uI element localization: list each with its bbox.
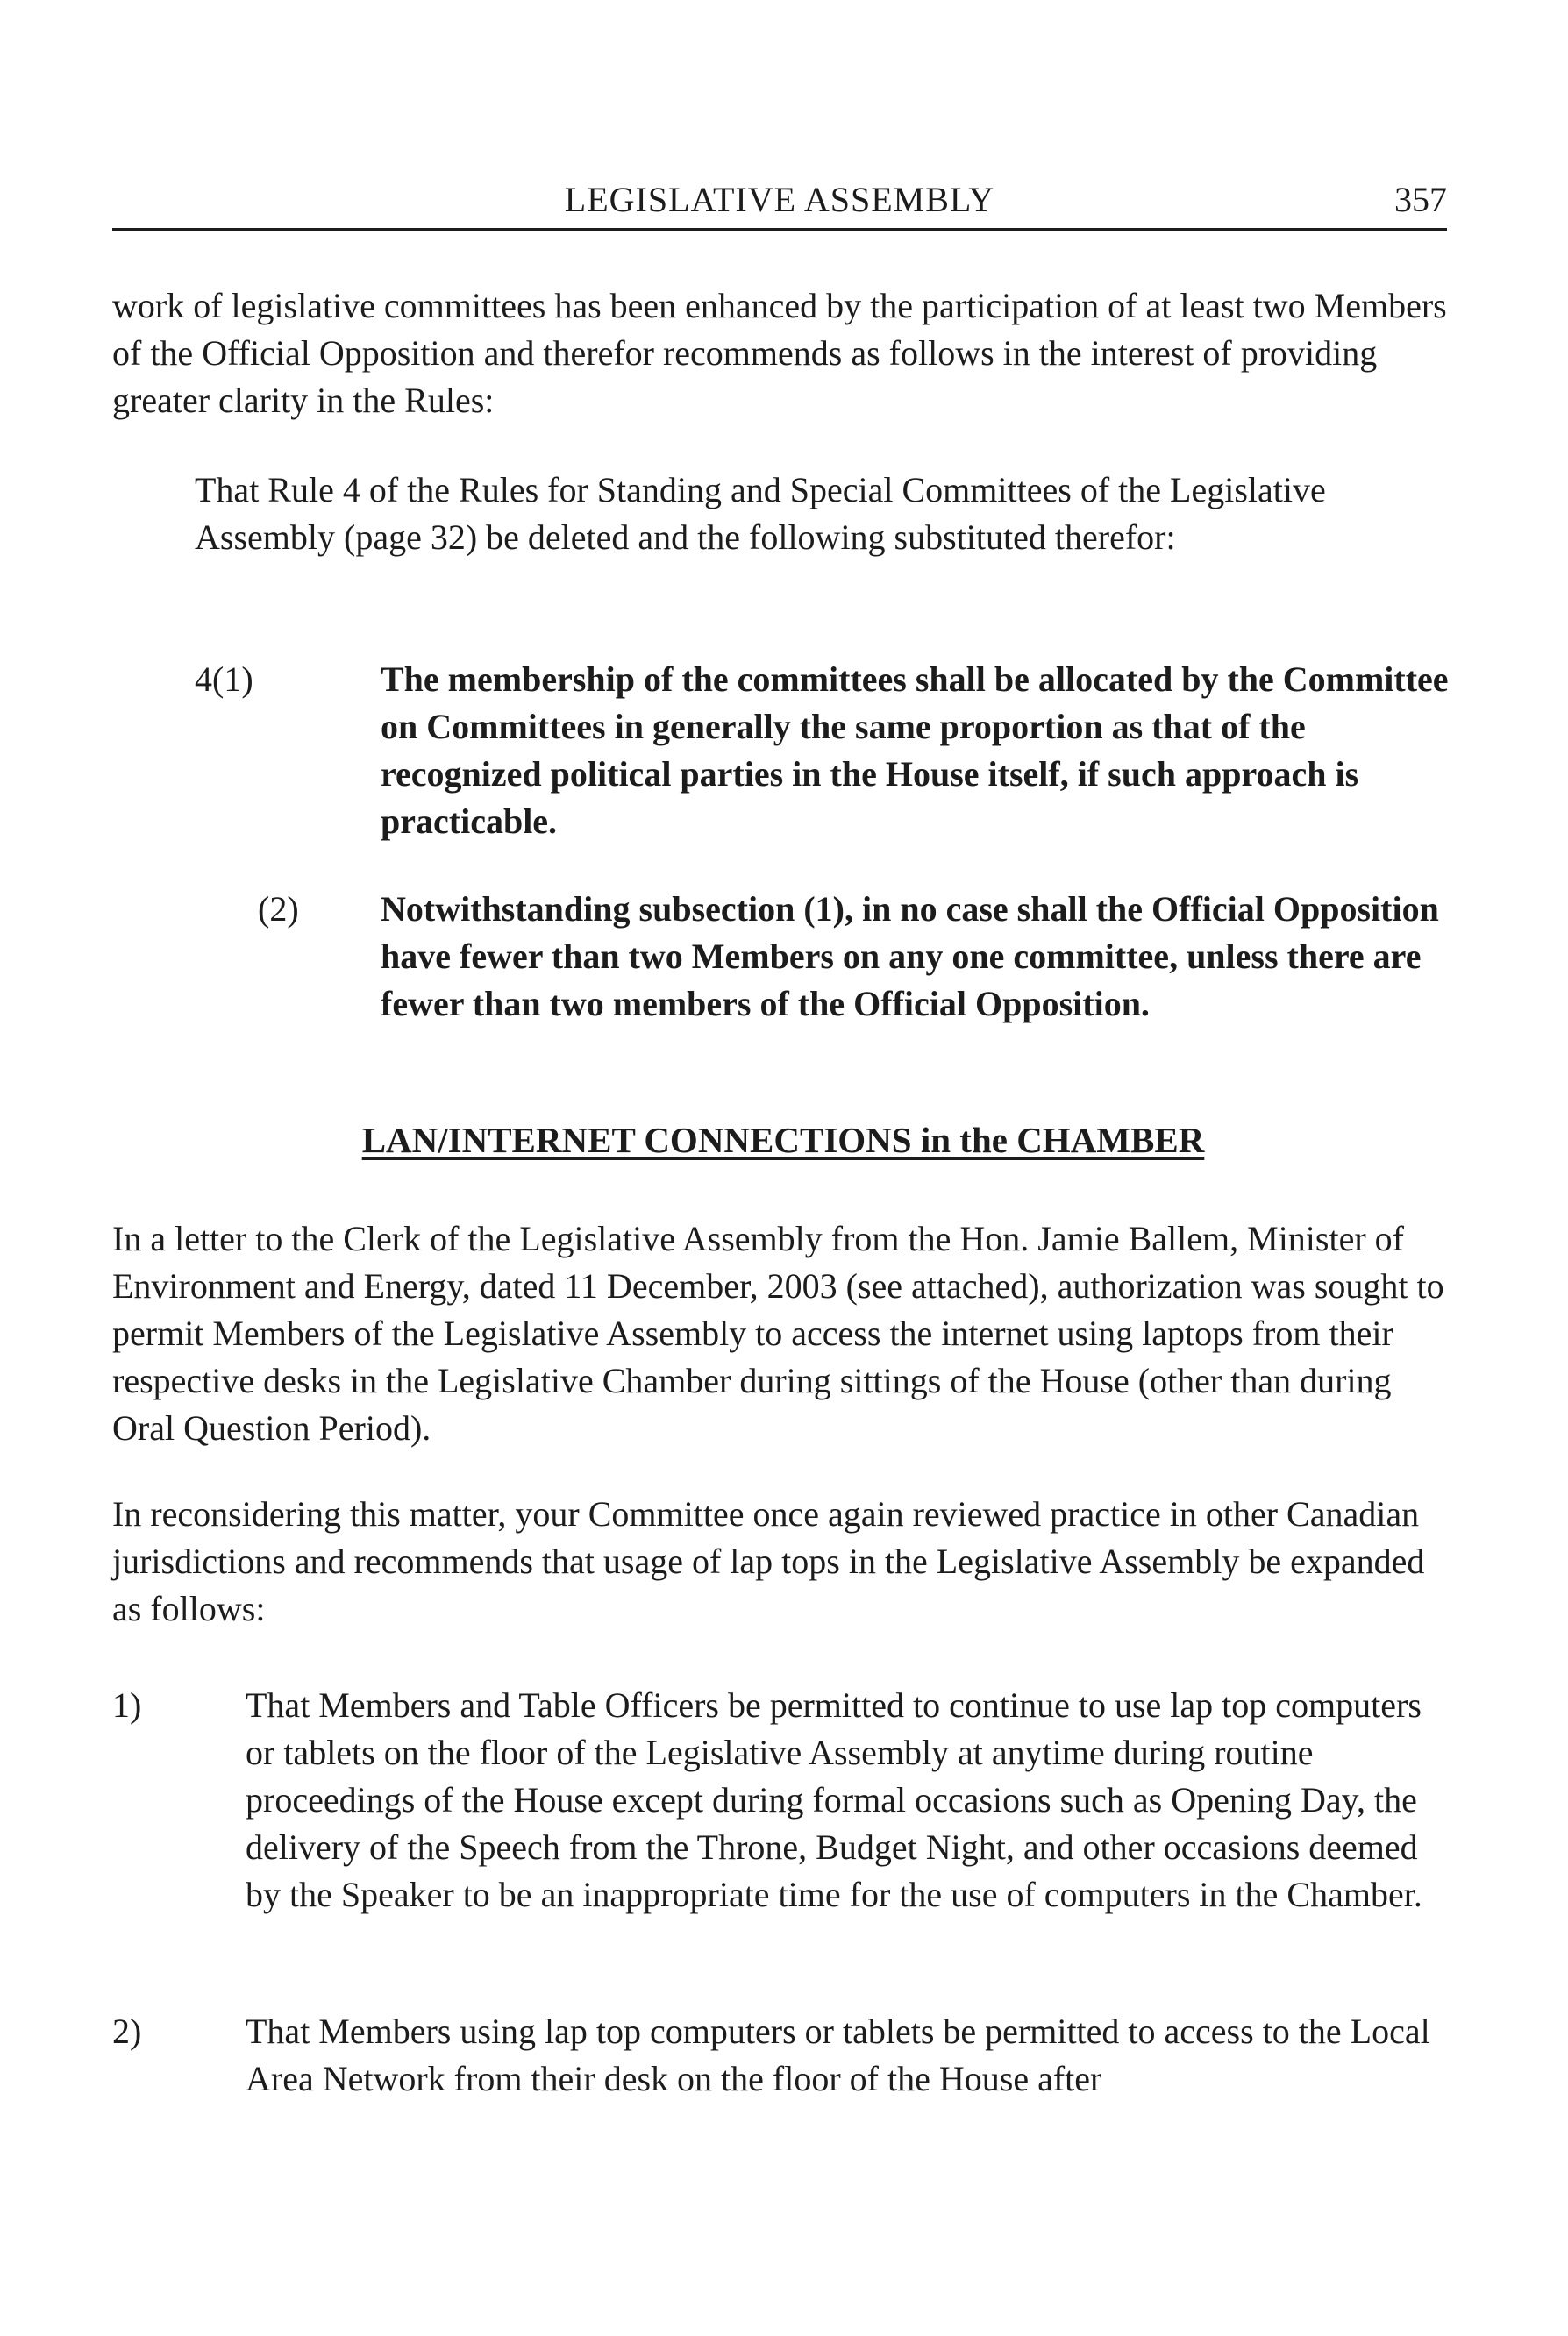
section-paragraph: In a letter to the Clerk of the Legislative Assembly from the Hon. Jamie Ballem, Minister of Environment and Energy, dated 11 December, 2003 (see attached), authorization was sought to permit Members of the Legislative Assembly to access the internet using laptops from their respective desks in the Legislative Chamber during sittings of the House (other than during Oral Question Period).	[112, 1219, 1444, 1448]
page-number: 357	[1394, 180, 1447, 219]
section-paragraph: In reconsidering this matter, your Committee once again reviewed practice in other Canadian jurisdictions and recommends that usage of lap tops in the Legislative Assembly be expanded as follows:	[112, 1494, 1425, 1628]
recommendation-number: 2)	[112, 2012, 142, 2051]
subsection-text: Notwithstanding subsection (1), in no case shall the Official Opposition have fewer than two Members on any one committee, unless there are fewer than two members of the Official Opposition.	[381, 889, 1439, 1023]
page-header	[112, 175, 1447, 231]
subsection-number: (2)	[258, 889, 299, 929]
subsection-text: The membership of the committees shall be allocated by the Committee on Committees in generally the same proportion as that of the recognized political parties in the House itself, if such approach is practicable.	[381, 659, 1449, 841]
section-heading: LAN/INTERNET CONNECTIONS in the CHAMBER	[361, 1120, 1205, 1160]
running-header-title: LEGISLATIVE ASSEMBLY	[564, 180, 995, 219]
intro-paragraph: work of legislative committees has been enhanced by the participation of at least two Members of the Official Opposition and therefor recommends as follows in the interest of providing greater clarity in the Rules:	[112, 286, 1447, 420]
rule-intro-paragraph: That Rule 4 of the Rules for Standing and Special Committees of the Legislative Assembly (page 32) be deleted and the following substituted therefor:	[195, 470, 1326, 557]
recommendation-text: That Members using lap top computers or tablets be permitted to access to the Local Area Network from their desk on the floor of the House after	[246, 2012, 1430, 2098]
recommendation-number: 1)	[112, 1685, 142, 1725]
recommendation-text: That Members and Table Officers be permitted to continue to use lap top computers or tablets on the floor of the Legislative Assembly at anytime during routine proceedings of the House except during formal occasions such as Opening Day, the delivery of the Speech from the Throne, Budget Night, and other occasions deemed by the Speaker to be an inappropriate time for the use of computers in the Chamber.	[246, 1685, 1422, 1914]
subsection-number: 4(1)	[195, 659, 253, 699]
